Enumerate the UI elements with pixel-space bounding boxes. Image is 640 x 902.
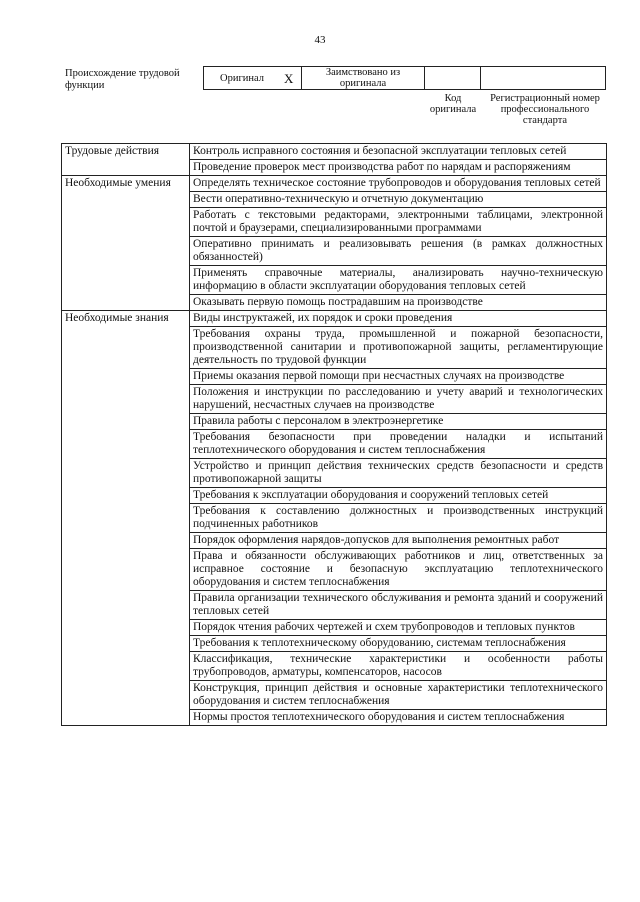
table-row [62,176,607,192]
section-item: Применять справочные материалы, анализировать научно-техническую информацию в области эксплуатации оборудования тепловых сетей [190,266,607,295]
section-item: Правила организации технического обслуживания и ремонта зданий и сооружений тепловых сетей [190,591,607,620]
origin-label: Происхождение трудовой функции [65,68,180,91]
table-row [62,311,607,327]
section-category: Трудовые действия [62,144,190,176]
section-item: Определять техническое состояние трубопроводов и оборудования тепловых сетей [190,176,607,192]
section-item: Виды инструктажей, их порядок и сроки проведения [190,311,607,327]
section-item: Порядок чтения рабочих чертежей и схем трубопроводов и тепловых пунктов [190,620,607,636]
section-item: Требования к теплотехническому оборудованию, системам теплоснабжения [190,636,607,652]
section-item: Приемы оказания первой помощи при несчастных случаях на производстве [190,369,607,385]
origin-original-mark: X [284,70,294,86]
section-item: Требования к эксплуатации оборудования и сооружений тепловых сетей [190,488,607,504]
section-item: Требования безопасности при проведении наладки и испытаний теплотехнического оборудования и систем теплоснабжения [190,430,607,459]
section-item: Вести оперативно-техническую и отчетную документацию [190,192,607,208]
table-row [62,144,607,160]
section-item: Требования к составлению должностных и производственных инструкций подчиненных работников [190,504,607,533]
section-item: Оперативно принимать и реализовывать решения (в рамках должностных обязанностей) [190,237,607,266]
section-item: Права и обязанности обслуживающих работников и лиц, ответственных за исправное состояние и безопасную эксплуатацию теплотехнического оборудования и систем теплоснабжения [190,549,607,591]
section-item: Правила работы с персоналом в электроэнергетике [190,414,607,430]
section-item: Порядок оформления нарядов-допусков для выполнения ремонтных работ [190,533,607,549]
section-item: Требования охраны труда, промышленной и пожарной безопасности, производственной санитарии и противопожарной защиты, регламентирующие деятельность по трудовой функции [190,327,607,369]
origin-code-caption: Код оригинала [429,93,477,115]
origin-reg-caption: Регистрационный номер профессионального стандарта [490,93,600,126]
origin-reg-cell [480,66,606,90]
section-item: Нормы простоя теплотехнического оборудования и систем теплоснабжения [190,710,607,726]
section-item: Оказывать первую помощь пострадавшим на производстве [190,295,607,311]
section-item: Устройство и принцип действия технических средств безопасности и средств противопожарной защиты [190,459,607,488]
section-item: Контроль исправного состояния и безопасной эксплуатации тепловых сетей [190,144,607,160]
origin-borrowed-label: Заимствовано из оригинала [325,67,401,89]
origin-borrowed-cell [301,66,425,90]
origin-original-label: Оригинал [220,72,264,84]
labor-function-body [62,144,607,726]
origin-code-cell [424,66,481,90]
section-item: Работать с текстовыми редакторами, электронными таблицами, электронной почтой и браузерами, специализированными программами [190,208,607,237]
section-item: Положения и инструкции по расследованию и учету аварий и технологических нарушений, несчастных случаев на производстве [190,385,607,414]
section-category: Необходимые умения [62,176,190,311]
section-item: Конструкция, принцип действия и основные характеристики теплотехнического оборудования и систем теплоснабжения [190,681,607,710]
section-item: Проведение проверок мест производства работ по нарядам и распоряжениям [190,160,607,176]
origin-original-cell [203,66,302,90]
section-category: Необходимые знания [62,311,190,726]
page-number: 43 [314,34,326,46]
section-item: Классификация, технические характеристики и особенности работы трубопроводов, арматуры, компенсаторов, насосов [190,652,607,681]
labor-function-table [61,143,607,726]
